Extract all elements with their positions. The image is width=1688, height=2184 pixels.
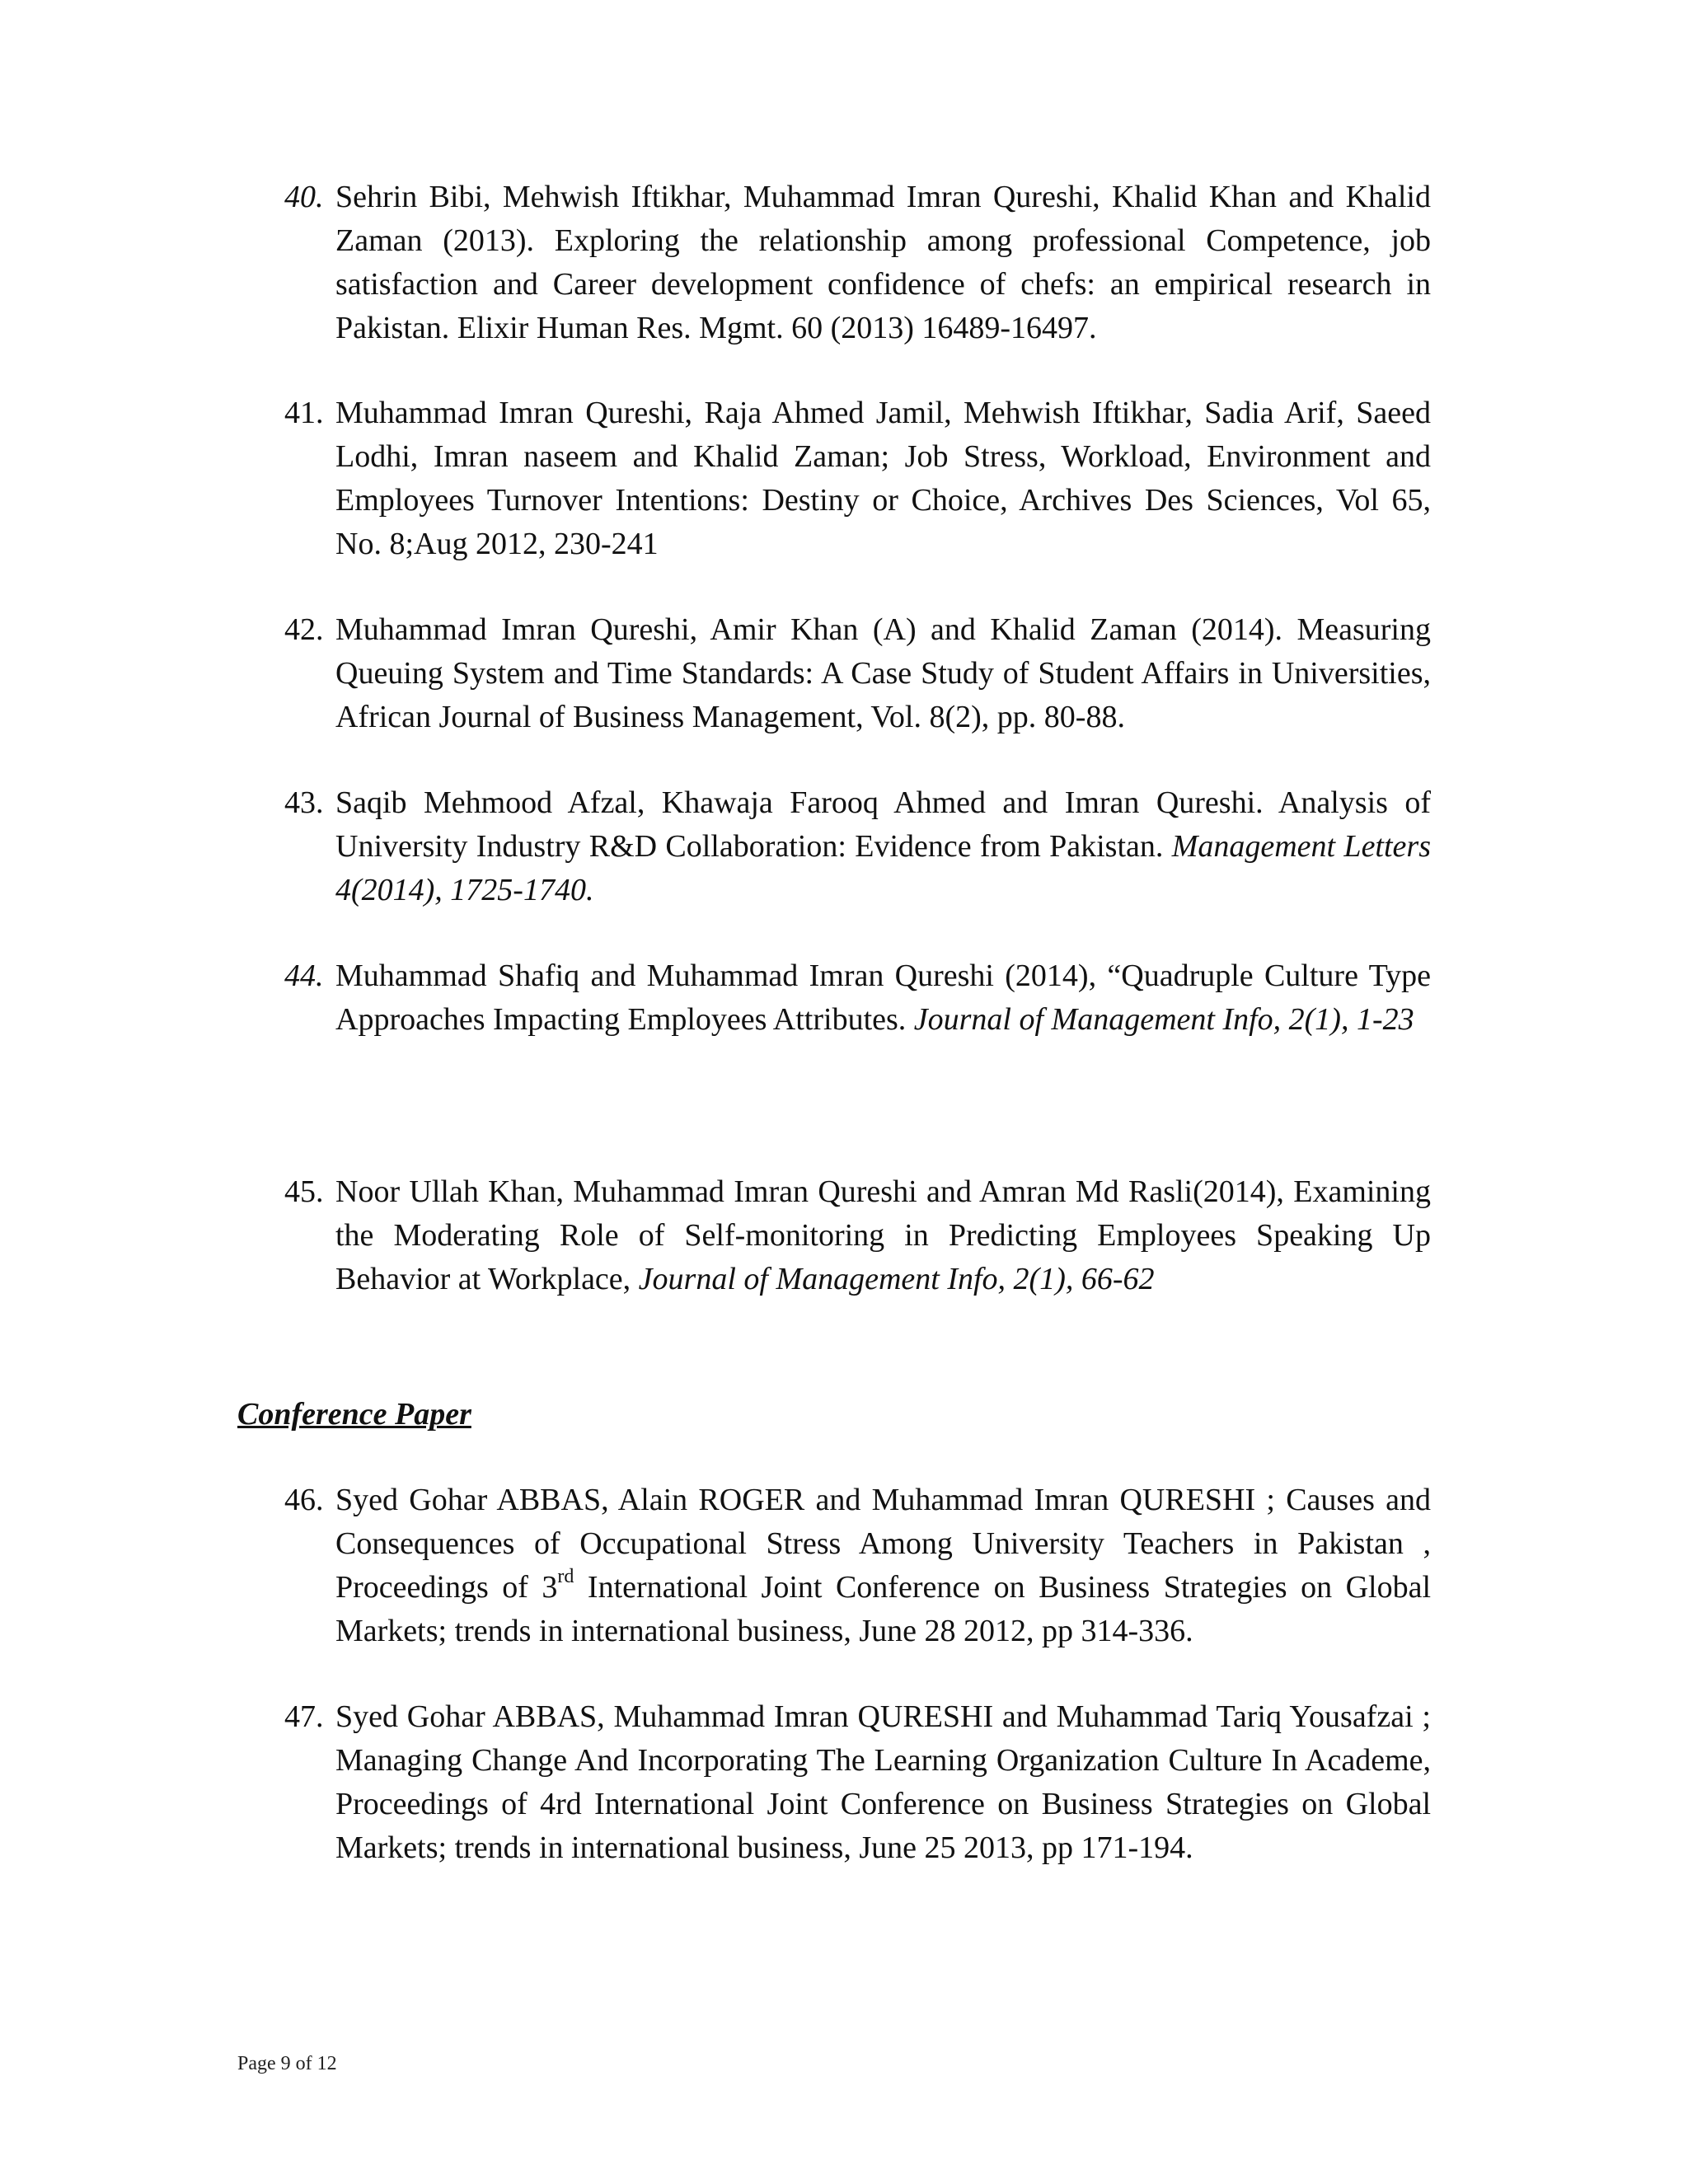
reference-text: Muhammad Imran Qureshi, Amir Khan (A) and Khalid Zaman (2014). Measuring Queuing System and Time Standards: A Case Study of Student Affairs in Universities, African Journal of Business Management, Vol. 8(2), pp. 80-88. xyxy=(335,612,1431,734)
reference-text: Sehrin Bibi, Mehwish Iftikhar, Muhammad Imran Qureshi, Khalid Khan and Khalid Zaman (2013). Exploring the relationship among professional Competence, job satisfaction and Career development confidence of chefs: an empirical research in Pakistan. Elixir Human Res. Mgmt. 60 (2013) 16489-16497. xyxy=(335,180,1431,345)
page-number-footer: Page 9 of 12 xyxy=(237,2053,337,2074)
journal-name: Journal of Management Info, 2(1), 1-23 xyxy=(913,1002,1414,1037)
reference-number: 42. xyxy=(284,612,324,647)
reference-text: Muhammad Imran Qureshi, Raja Ahmed Jamil, Mehwish Iftikhar, Sadia Arif, Saeed Lodhi, Imran naseem and Khalid Zaman; Job Stress, Workload, Environment and Employees Turnover Intentions: Destiny or Choice, Archives Des Sciences, Vol 65, No. 8;Aug 2012, 230-241 xyxy=(335,396,1431,561)
reference-item-47 xyxy=(284,1695,1431,1870)
reference-item-42 xyxy=(284,608,1431,739)
reference-number: 40. xyxy=(284,180,324,214)
reference-item-45 xyxy=(284,1170,1431,1301)
reference-item-44 xyxy=(284,954,1431,1042)
reference-number: 46. xyxy=(284,1483,324,1517)
reference-number: 43. xyxy=(284,785,324,820)
reference-text: Saqib Mehmood Afzal, Khawaja Farooq Ahmed and Imran Qureshi. Analysis of University Industry R&D Collaboration: Evidence from Pakistan. Management Letters 4(2014), 1725-1740. xyxy=(335,785,1431,907)
reference-item-43 xyxy=(284,781,1431,912)
reference-number: 44. xyxy=(284,958,324,993)
journal-name: Journal of Management Info, 2(1), 66-62 xyxy=(638,1262,1155,1296)
reference-item-41 xyxy=(284,391,1431,566)
reference-item-40 xyxy=(284,176,1431,350)
reference-number: 47. xyxy=(284,1699,324,1734)
reference-text: Muhammad Shafiq and Muhammad Imran Qureshi (2014), “Quadruple Culture Type Approaches Impacting Employees Attributes. Journal of Management Info, 2(1), 1-23 xyxy=(335,958,1431,1037)
journal-name: Management Letters 4(2014), 1725-1740. xyxy=(335,829,1431,907)
reference-number: 41. xyxy=(284,396,324,430)
reference-text: Syed Gohar ABBAS, Alain ROGER and Muhammad Imran QURESHI ; Causes and Consequences of Occupational Stress Among University Teachers in Pakistan , Proceedings of 3rd International Joint Conference on Business Strategies on Global Markets; trends in international business, June 28 2012, pp 314-336. xyxy=(335,1483,1431,1648)
reference-text: Noor Ullah Khan, Muhammad Imran Qureshi and Amran Md Rasli(2014), Examining the Moderating Role of Self-monitoring in Predicting Employees Speaking Up Behavior at Workplace, Journal of Management Info, 2(1), 66-62 xyxy=(335,1174,1431,1296)
reference-item-46 xyxy=(284,1479,1431,1653)
section-heading-conference-paper: Conference Paper xyxy=(237,1397,471,1432)
superscript: rd xyxy=(557,1566,574,1588)
reference-number: 45. xyxy=(284,1174,324,1209)
reference-text: Syed Gohar ABBAS, Muhammad Imran QURESHI and Muhammad Tariq Yousafzai ; Managing Change And Incorporating The Learning Organization Culture In Academe, Proceedings of 4rd International Joint Conference on Business Strategies on Global Markets; trends in international business, June 25 2013, pp 171-194. xyxy=(335,1699,1431,1865)
